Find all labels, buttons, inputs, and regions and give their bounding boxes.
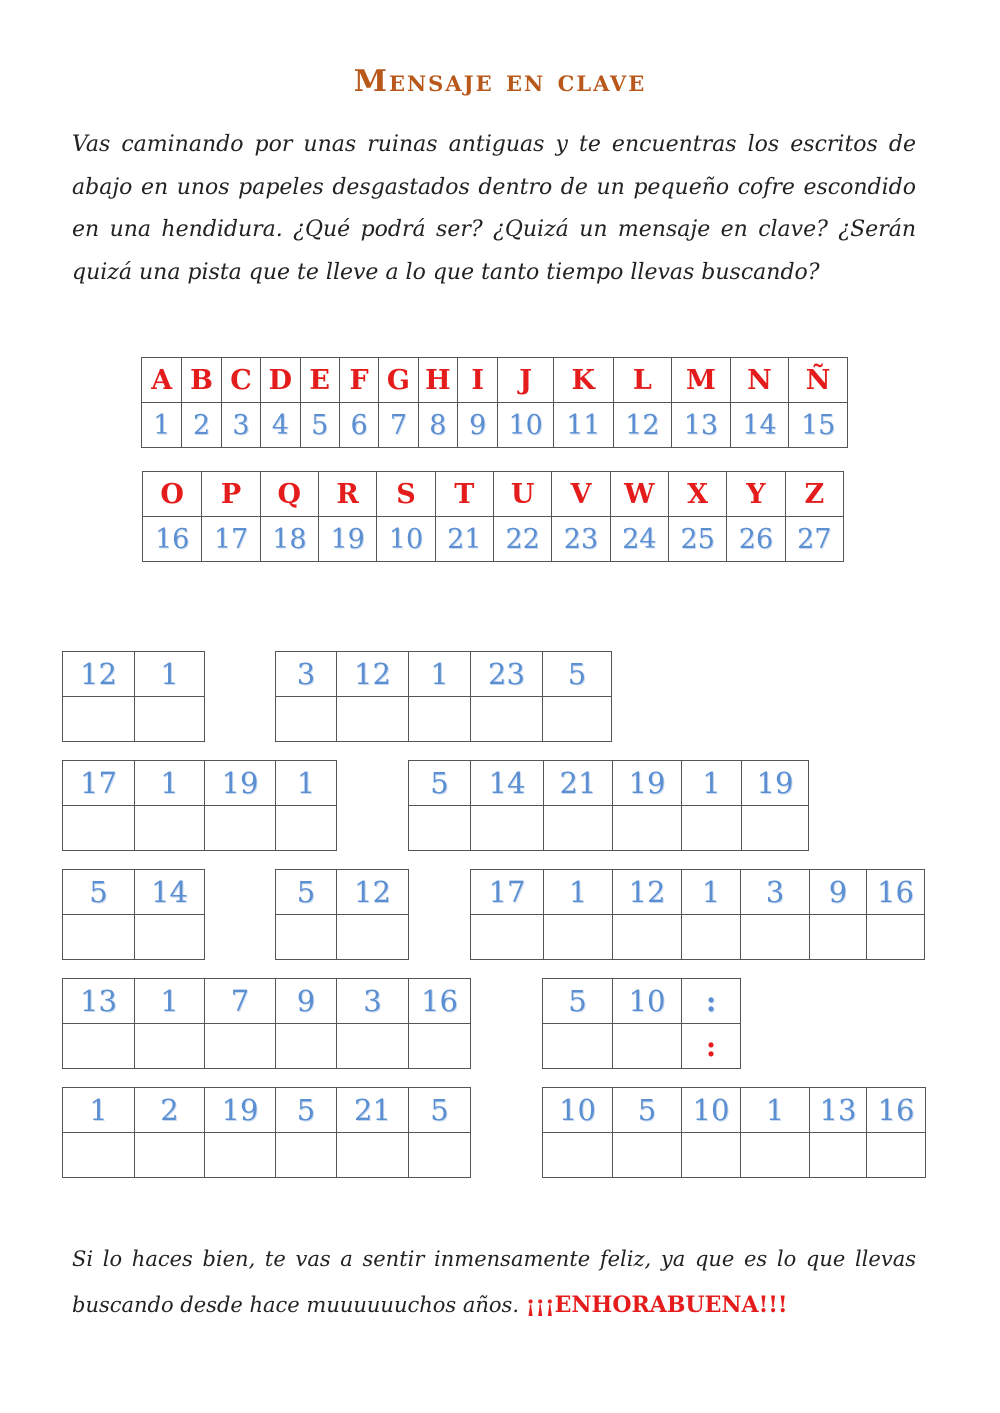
alphabet-letter: C xyxy=(221,358,260,403)
cipher-answer-row xyxy=(63,915,205,960)
alphabet-number: 5 xyxy=(300,403,339,448)
alphabet-letter: H xyxy=(418,358,457,403)
alphabet-number: 25 xyxy=(668,517,726,562)
answer-cell-fixed: : xyxy=(682,1024,741,1069)
cipher-answer-row xyxy=(276,697,612,742)
cipher-code-row xyxy=(63,1088,471,1133)
answer-input-cell[interactable] xyxy=(135,1133,205,1178)
alphabet-letter: L xyxy=(613,358,672,403)
cipher-code: 2 xyxy=(135,1088,205,1133)
answer-input-cell[interactable] xyxy=(409,1133,471,1178)
cipher-word-9 xyxy=(542,978,741,1069)
alphabet-number: 10 xyxy=(498,403,554,448)
answer-input-cell[interactable] xyxy=(867,915,925,960)
cipher-code: 16 xyxy=(409,979,471,1024)
alphabet-number: 4 xyxy=(261,403,300,448)
answer-input-cell[interactable] xyxy=(135,1024,205,1069)
alphabet-letter: V xyxy=(552,472,610,517)
alphabet-letter: F xyxy=(339,358,378,403)
answer-input-cell[interactable] xyxy=(276,1024,337,1069)
alphabet-number: 21 xyxy=(435,517,493,562)
alphabet-number-row xyxy=(142,403,848,448)
answer-input-cell[interactable] xyxy=(205,1024,276,1069)
cipher-code: 10 xyxy=(613,979,682,1024)
cipher-code: 3 xyxy=(276,652,337,697)
cipher-word-7 xyxy=(470,869,925,960)
cipher-code: 17 xyxy=(63,761,135,806)
cipher-code: 19 xyxy=(205,1088,276,1133)
answer-input-cell[interactable] xyxy=(205,1133,276,1178)
cipher-code: 19 xyxy=(742,761,809,806)
cipher-answer-row xyxy=(63,1024,471,1069)
cipher-word-3 xyxy=(62,760,337,851)
cipher-code: 23 xyxy=(471,652,543,697)
alphabet-number: 10 xyxy=(377,517,435,562)
answer-input-cell[interactable] xyxy=(63,1024,135,1069)
cipher-word-10 xyxy=(62,1087,471,1178)
cipher-code: : xyxy=(682,979,741,1024)
alphabet-number: 8 xyxy=(418,403,457,448)
alphabet-letter: R xyxy=(318,472,376,517)
page-title: Mensaje en clave xyxy=(353,64,647,99)
cipher-answer-row xyxy=(63,1133,471,1178)
answer-input-cell[interactable] xyxy=(409,697,471,742)
answer-input-cell[interactable] xyxy=(63,1133,135,1178)
alphabet-table-1 xyxy=(141,357,848,448)
answer-input-cell[interactable] xyxy=(63,915,135,960)
cipher-answer-row xyxy=(543,1024,741,1069)
answer-input-cell[interactable] xyxy=(63,697,135,742)
closing-cheer: ¡¡¡ENHORABUENA!!! xyxy=(525,1292,788,1318)
answer-input-cell[interactable] xyxy=(613,1024,682,1069)
alphabet-number: 15 xyxy=(789,403,848,448)
cipher-code: 19 xyxy=(613,761,682,806)
cipher-answer-row xyxy=(63,806,337,851)
cipher-code: 12 xyxy=(337,870,409,915)
cipher-code: 14 xyxy=(135,870,205,915)
cipher-code: 9 xyxy=(276,979,337,1024)
cipher-code: 1 xyxy=(544,870,613,915)
cipher-code: 10 xyxy=(682,1088,741,1133)
cipher-code: 5 xyxy=(543,979,613,1024)
answer-input-cell[interactable] xyxy=(409,806,471,851)
alphabet-letter: A xyxy=(142,358,182,403)
cipher-code-row xyxy=(543,1088,926,1133)
alphabet-letter: T xyxy=(435,472,493,517)
cipher-word-2 xyxy=(275,651,612,742)
cipher-code-row xyxy=(276,652,612,697)
alphabet-letter: P xyxy=(202,472,260,517)
cipher-code: 16 xyxy=(867,1088,926,1133)
cipher-code: 13 xyxy=(63,979,135,1024)
cipher-code: 12 xyxy=(337,652,409,697)
alphabet-letter: Ñ xyxy=(789,358,848,403)
cipher-code: 1 xyxy=(682,870,741,915)
cipher-code-row xyxy=(409,761,809,806)
cipher-code: 3 xyxy=(741,870,810,915)
cipher-answer-row xyxy=(543,1133,926,1178)
cipher-code-row xyxy=(543,979,741,1024)
alphabet-letter: E xyxy=(300,358,339,403)
answer-input-cell[interactable] xyxy=(613,915,682,960)
alphabet-letter: D xyxy=(261,358,300,403)
alphabet-number: 24 xyxy=(610,517,668,562)
cipher-code: 12 xyxy=(63,652,135,697)
answer-input-cell[interactable] xyxy=(742,806,809,851)
cipher-code-row xyxy=(63,870,205,915)
cipher-code-row xyxy=(63,761,337,806)
cipher-word-8 xyxy=(62,978,471,1069)
cipher-word-6 xyxy=(275,869,409,960)
cipher-code: 5 xyxy=(409,1088,471,1133)
cipher-code: 5 xyxy=(543,652,612,697)
cipher-code: 17 xyxy=(471,870,544,915)
cipher-code-row xyxy=(276,870,409,915)
answer-input-cell[interactable] xyxy=(337,1024,409,1069)
answer-input-cell[interactable] xyxy=(544,915,613,960)
alphabet-letter: X xyxy=(668,472,726,517)
answer-input-cell[interactable] xyxy=(682,915,741,960)
alphabet-letter: S xyxy=(377,472,435,517)
answer-input-cell[interactable] xyxy=(867,1133,926,1178)
cipher-code: 5 xyxy=(276,870,337,915)
alphabet-number: 18 xyxy=(260,517,318,562)
answer-input-cell[interactable] xyxy=(63,806,135,851)
answer-input-cell[interactable] xyxy=(471,697,543,742)
alphabet-letter-row xyxy=(143,472,844,517)
answer-input-cell[interactable] xyxy=(682,1133,741,1178)
cipher-word-5 xyxy=(62,869,205,960)
alphabet-letter: U xyxy=(493,472,551,517)
alphabet-letter: O xyxy=(143,472,202,517)
alphabet-number: 1 xyxy=(142,403,182,448)
answer-input-cell[interactable] xyxy=(205,806,276,851)
alphabet-letter: M xyxy=(672,358,731,403)
answer-input-cell[interactable] xyxy=(471,806,544,851)
alphabet-number: 11 xyxy=(553,403,613,448)
cipher-code: 5 xyxy=(63,870,135,915)
cipher-answer-row xyxy=(63,697,205,742)
cipher-code: 1 xyxy=(682,761,742,806)
answer-input-cell[interactable] xyxy=(543,1133,613,1178)
cipher-code-row xyxy=(63,979,471,1024)
alphabet-letter: Z xyxy=(785,472,843,517)
cipher-code: 16 xyxy=(867,870,925,915)
alphabet-table-2 xyxy=(142,471,844,562)
cipher-code: 7 xyxy=(205,979,276,1024)
answer-input-cell[interactable] xyxy=(276,806,337,851)
alphabet-number: 26 xyxy=(727,517,785,562)
alphabet-number-row xyxy=(143,517,844,562)
alphabet-letter: Y xyxy=(727,472,785,517)
alphabet-letter: J xyxy=(498,358,554,403)
closing-text: Si lo haces bien, te vas a sentir inmensamente feliz, ya que es lo que llevas buscando desde hace muuuuuuchos años. xyxy=(72,1247,916,1317)
answer-input-cell[interactable] xyxy=(810,1133,867,1178)
alphabet-number: 2 xyxy=(182,403,221,448)
cipher-code-row xyxy=(63,652,205,697)
alphabet-number: 9 xyxy=(458,403,498,448)
cipher-code: 1 xyxy=(135,652,205,697)
answer-input-cell[interactable] xyxy=(471,915,544,960)
cipher-code: 3 xyxy=(337,979,409,1024)
answer-input-cell[interactable] xyxy=(337,915,409,960)
cipher-code: 12 xyxy=(613,870,682,915)
cipher-code-row xyxy=(471,870,925,915)
cipher-code: 5 xyxy=(276,1088,337,1133)
cipher-code: 1 xyxy=(63,1088,135,1133)
closing-paragraph xyxy=(72,1236,916,1328)
alphabet-letter: Q xyxy=(260,472,318,517)
cipher-code: 1 xyxy=(135,979,205,1024)
cipher-code: 21 xyxy=(337,1088,409,1133)
cipher-answer-row xyxy=(276,915,409,960)
alphabet-number: 7 xyxy=(379,403,418,448)
cipher-code: 1 xyxy=(741,1088,810,1133)
alphabet-number: 23 xyxy=(552,517,610,562)
cipher-code: 13 xyxy=(810,1088,867,1133)
alphabet-letter: B xyxy=(182,358,221,403)
alphabet-letter: I xyxy=(458,358,498,403)
alphabet-number: 16 xyxy=(143,517,202,562)
alphabet-letter: G xyxy=(379,358,418,403)
answer-input-cell[interactable] xyxy=(741,915,810,960)
alphabet-letter-row xyxy=(142,358,848,403)
alphabet-number: 22 xyxy=(493,517,551,562)
answer-input-cell[interactable] xyxy=(135,806,205,851)
alphabet-letter: W xyxy=(610,472,668,517)
answer-input-cell[interactable] xyxy=(543,1024,613,1069)
cipher-code: 1 xyxy=(276,761,337,806)
answer-input-cell[interactable] xyxy=(409,1024,471,1069)
alphabet-number: 13 xyxy=(672,403,731,448)
cipher-word-1 xyxy=(62,651,205,742)
cipher-code: 14 xyxy=(471,761,544,806)
alphabet-number: 6 xyxy=(339,403,378,448)
cipher-code: 19 xyxy=(205,761,276,806)
answer-input-cell[interactable] xyxy=(135,697,205,742)
cipher-code: 1 xyxy=(409,652,471,697)
alphabet-letter: N xyxy=(730,358,789,403)
answer-input-cell[interactable] xyxy=(337,1133,409,1178)
answer-input-cell[interactable] xyxy=(544,806,613,851)
cipher-word-4 xyxy=(408,760,809,851)
answer-input-cell[interactable] xyxy=(613,806,682,851)
alphabet-number: 19 xyxy=(318,517,376,562)
alphabet-letter: K xyxy=(553,358,613,403)
answer-input-cell[interactable] xyxy=(276,915,337,960)
answer-input-cell[interactable] xyxy=(543,697,612,742)
answer-input-cell[interactable] xyxy=(337,697,409,742)
cipher-code: 21 xyxy=(544,761,613,806)
cipher-code: 10 xyxy=(543,1088,613,1133)
answer-input-cell[interactable] xyxy=(276,697,337,742)
answer-input-cell[interactable] xyxy=(682,806,742,851)
alphabet-number: 27 xyxy=(785,517,843,562)
alphabet-number: 17 xyxy=(202,517,260,562)
cipher-code: 5 xyxy=(409,761,471,806)
cipher-code: 5 xyxy=(613,1088,682,1133)
answer-input-cell[interactable] xyxy=(741,1133,810,1178)
answer-input-cell[interactable] xyxy=(810,915,867,960)
cipher-answer-row xyxy=(409,806,809,851)
answer-input-cell[interactable] xyxy=(276,1133,337,1178)
cipher-answer-row xyxy=(471,915,925,960)
answer-input-cell[interactable] xyxy=(613,1133,682,1178)
answer-input-cell[interactable] xyxy=(135,915,205,960)
cipher-word-11 xyxy=(542,1087,926,1178)
cipher-code: 1 xyxy=(135,761,205,806)
alphabet-number: 3 xyxy=(221,403,260,448)
cipher-code: 9 xyxy=(810,870,867,915)
intro-paragraph: Vas caminando por unas ruinas antiguas y te encuentras los escritos de abajo en unos papeles desgastados dentro de un pequeño cofre escondido en una hendidura. ¿Qué podrá ser? ¿Quizá un mensaje en clave? ¿Serán quizá una pista que te lleve a lo que tanto tiempo llevas buscando? xyxy=(72,132,916,285)
alphabet-number: 12 xyxy=(613,403,672,448)
alphabet-number: 14 xyxy=(730,403,789,448)
